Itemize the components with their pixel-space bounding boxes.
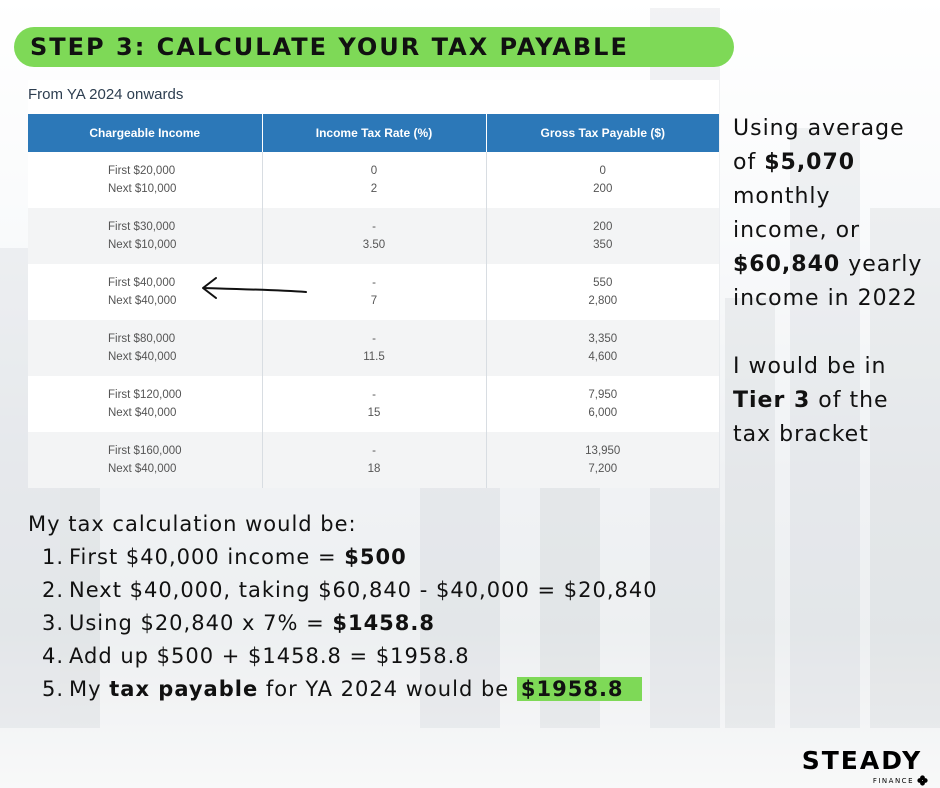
table-cell-income: First $80,000 Next $40,000	[28, 320, 262, 376]
table-cell-payable: 13,950 7,200	[486, 432, 719, 488]
column-header: Chargeable Income	[28, 114, 262, 152]
final-tax-highlight: $1958.8	[517, 677, 642, 701]
table-cell-rate: - 15	[262, 376, 486, 432]
column-header: Gross Tax Payable ($)	[486, 114, 719, 152]
table-cell-payable: 7,950 6,000	[486, 376, 719, 432]
tax-calculation	[28, 508, 748, 706]
monthly-income: $5,070	[764, 150, 856, 175]
calc-step: 4. Add up $500 + $1458.8 = $1958.8	[42, 644, 470, 668]
table-cell-rate: - 18	[262, 432, 486, 488]
table-caption: From YA 2024 onwards	[28, 86, 184, 103]
table-row	[28, 264, 719, 320]
table-row	[28, 208, 719, 264]
tax-rate-table	[28, 114, 719, 488]
table-cell-income: First $120,000 Next $40,000	[28, 376, 262, 432]
table-cell-income: First $160,000 Next $40,000	[28, 432, 262, 488]
title-banner	[14, 27, 734, 67]
page-title: STEP 3: CALCULATE YOUR TAX PAYABLE	[30, 33, 629, 61]
tier-label: Tier 3	[733, 388, 811, 413]
tier-paragraph: I would be in Tier 3 of the tax bracket	[733, 354, 889, 447]
income-summary	[733, 112, 933, 452]
table-cell-rate: - 7	[262, 264, 486, 320]
calc-step: 2. Next $40,000, taking $60,840 - $40,000 = $20,840	[42, 578, 658, 602]
calculation-steps	[28, 541, 748, 706]
calc-step: 5. My tax payable for YA 2024 would be $1958.8	[42, 673, 748, 706]
table-cell-payable: 550 2,800	[486, 264, 719, 320]
calc-step: 3. Using $20,840 x 7% = $1458.8	[42, 611, 435, 635]
clover-icon	[917, 775, 928, 786]
table-cell-rate: - 3.50	[262, 208, 486, 264]
steady-finance-logo: STEADY FINANCE	[796, 747, 928, 786]
income-paragraph: Using average of $5,070 monthly income, or $60,840 yearly income in 2022	[733, 116, 923, 311]
table-cell-income: First $30,000 Next $10,000	[28, 208, 262, 264]
table-cell-rate: 0 2	[262, 152, 486, 208]
tax-table-card	[28, 80, 719, 487]
table-row	[28, 152, 719, 208]
table-row	[28, 376, 719, 432]
table-cell-payable: 0 200	[486, 152, 719, 208]
arrow-left-icon	[198, 270, 308, 300]
calc-step: 1. First $40,000 income = $500	[42, 545, 407, 569]
table-cell-payable: 200 350	[486, 208, 719, 264]
table-header-row	[28, 114, 719, 152]
column-header: Income Tax Rate (%)	[262, 114, 486, 152]
yearly-income: $60,840	[733, 252, 841, 277]
calculation-intro: My tax calculation would be:	[28, 512, 357, 536]
table-cell-income: First $40,000 Next $40,000	[28, 264, 262, 320]
table-cell-income: First $20,000 Next $10,000	[28, 152, 262, 208]
table-cell-payable: 3,350 4,600	[486, 320, 719, 376]
table-cell-rate: - 11.5	[262, 320, 486, 376]
table-row	[28, 320, 719, 376]
table-row	[28, 432, 719, 488]
